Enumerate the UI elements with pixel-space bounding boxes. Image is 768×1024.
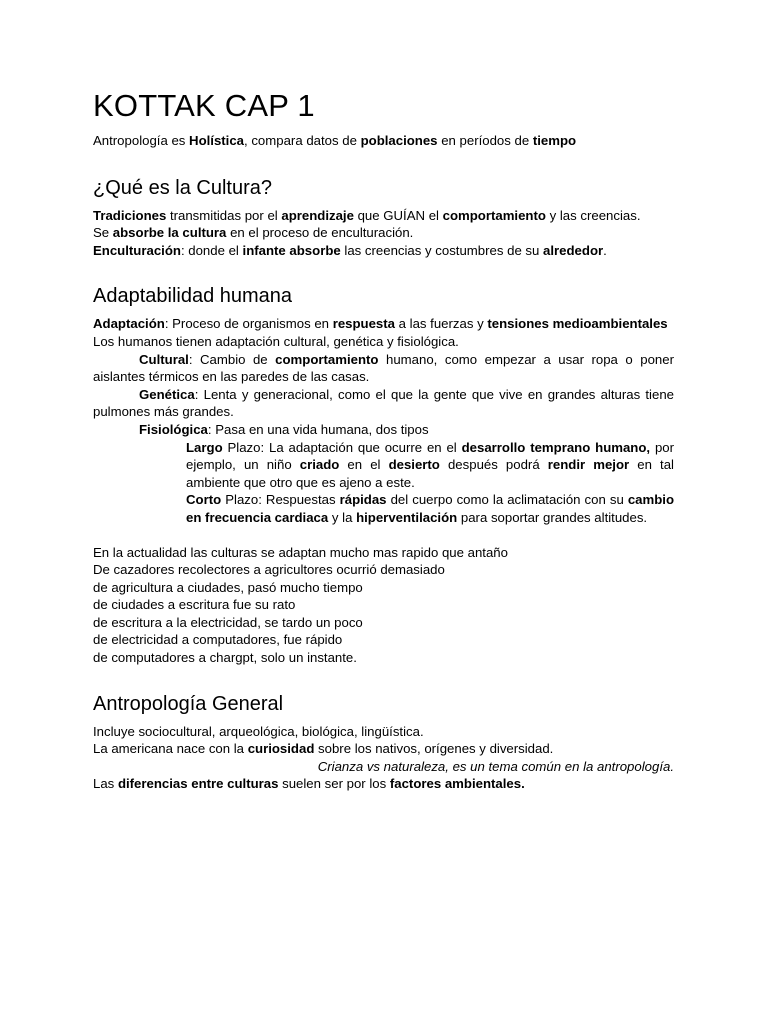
bold-term: poblaciones <box>360 133 438 148</box>
text-run: : Pasa en una vida humana, dos tipos <box>207 421 429 437</box>
bold-term: absorbe la cultura <box>112 225 227 241</box>
list-item: De cazadores recolectores a agricultores ocurrió demasiado <box>93 562 445 578</box>
text-run: después podrá <box>439 457 548 473</box>
paragraph <box>93 333 674 351</box>
text-run: Los humanos tienen adaptación cultural, genética y fisiológica. <box>93 333 459 349</box>
bold-term: comportamiento <box>275 351 379 367</box>
paragraph <box>93 740 674 758</box>
spacer <box>93 150 674 175</box>
text-run: para soportar grandes altitudes. <box>457 509 648 525</box>
text-run: en el <box>339 457 389 473</box>
text-run: a las fuerzas y <box>395 316 488 332</box>
text-run: transmitidas por el <box>166 207 282 223</box>
bold-term: criado <box>299 457 340 473</box>
bold-term: desarrollo temprano humano, <box>461 439 651 455</box>
bold-term: rápidas <box>339 492 387 508</box>
text-run: y la <box>328 509 357 525</box>
bold-term: Adaptación <box>93 316 165 332</box>
paragraph <box>93 421 674 439</box>
bold-term: infante absorbe <box>242 242 341 258</box>
list-item: de ciudades a escritura fue su rato <box>93 597 296 613</box>
paragraph <box>93 758 674 776</box>
paragraph <box>93 224 674 242</box>
list-item: de computadores a chargpt, solo un instante. <box>93 650 357 666</box>
section-heading-cultura: ¿Qué es la Cultura? <box>93 176 272 199</box>
text-run: Plazo: La adaptación que ocurre en el <box>222 439 462 455</box>
text-run: Antropología es <box>93 133 190 148</box>
paragraph <box>93 242 674 260</box>
paragraph <box>93 439 674 492</box>
list-item: de agricultura a ciudades, pasó mucho tiempo <box>93 579 363 595</box>
paragraph <box>93 207 674 225</box>
bold-term: diferencias entre culturas <box>117 776 279 792</box>
paragraph <box>93 351 674 386</box>
bold-term: Enculturación <box>93 242 181 258</box>
bold-term: curiosidad <box>247 741 315 757</box>
bold-term: aprendizaje <box>281 207 354 223</box>
text-run: sobre los nativos, orígenes y diversidad. <box>314 741 554 757</box>
spacer <box>93 259 674 283</box>
bold-term: Largo <box>186 439 223 455</box>
bold-term: Tradiciones <box>93 207 167 223</box>
paragraph <box>93 723 674 741</box>
bold-term: Corto <box>186 492 222 508</box>
text-run: . <box>603 242 607 258</box>
list-item: de escritura a la electricidad, se tardo un poco <box>93 614 363 630</box>
bold-term: alrededor <box>543 242 604 258</box>
bold-term: tensiones medioambientales <box>487 316 668 332</box>
text-run: Incluye sociocultural, arqueológica, biológica, lingüística. <box>93 723 424 739</box>
page-title: KOTTAK CAP 1 <box>93 88 315 123</box>
bold-term: hiperventilación <box>356 509 458 525</box>
bold-term: cambio en frecuencia cardiaca <box>186 492 674 525</box>
adaptation-speed-list <box>93 544 674 667</box>
text-run: Crianza vs naturaleza, es un tema común en la antropología. <box>317 758 674 774</box>
section-body-cultura <box>93 207 674 260</box>
text-run: por ejemplo, un niño <box>186 439 675 473</box>
section-heading-adaptabilidad: Adaptabilidad humana <box>93 285 293 308</box>
spacer <box>93 527 674 544</box>
section-body-adaptabilidad <box>93 315 674 526</box>
text-run: Plazo: Respuestas <box>221 492 340 508</box>
paragraph <box>93 491 674 526</box>
bold-term: Fisiológica <box>139 421 208 437</box>
text-run: : donde el <box>180 242 243 258</box>
text-run: en períodos de <box>437 133 533 148</box>
text-run: : Lenta y generacional, como el que la gente que vive en grandes alturas tiene pulmones más grandes. <box>93 386 674 420</box>
bold-term: comportamiento <box>442 207 546 223</box>
text-run: suelen ser por los <box>278 776 390 792</box>
list-item: En la actualidad las culturas se adaptan mucho mas rapido que antaño <box>93 544 508 560</box>
bold-term: tiempo <box>532 133 577 148</box>
text-run: las creencias y costumbres de su <box>340 242 544 258</box>
list-item: de electricidad a computadores, fue rápido <box>93 632 343 648</box>
section-heading-antropologia-general: Antropología General <box>93 692 284 715</box>
text-run: : Cambio de <box>188 351 276 367</box>
text-run: y las creencias. <box>545 207 641 223</box>
text-run: en el proceso de enculturación. <box>226 225 414 241</box>
paragraph <box>93 315 674 333</box>
spacer <box>93 667 674 691</box>
text-run: que GUÍAN el <box>353 207 443 223</box>
paragraph <box>93 386 674 421</box>
bold-term: desierto <box>388 457 440 473</box>
bold-term: Cultural <box>139 351 189 367</box>
text-run: , compara datos de <box>244 133 361 148</box>
section-body-antropologia-general <box>93 723 674 793</box>
text-run: : Proceso de organismos en <box>164 316 333 332</box>
text-run: en tal ambiente que otro que es ajeno a este. <box>186 457 674 490</box>
bold-term: respuesta <box>332 316 395 332</box>
text-run: Se <box>93 225 113 241</box>
text-run: humano, como empezar a usar ropa o poner aislantes térmicos en las paredes de las casas. <box>93 351 674 385</box>
bold-term: factores ambientales. <box>389 776 525 792</box>
text-run: del cuerpo como la aclimatación con su <box>386 492 628 508</box>
text-run: La americana nace con la <box>93 741 248 757</box>
bold-term: Genética <box>139 386 195 402</box>
text-run: Las <box>93 776 118 792</box>
bold-term: rendir mejor <box>547 457 630 473</box>
bold-term: Holística <box>189 133 245 148</box>
paragraph <box>93 775 674 793</box>
intro-paragraph <box>93 132 674 150</box>
